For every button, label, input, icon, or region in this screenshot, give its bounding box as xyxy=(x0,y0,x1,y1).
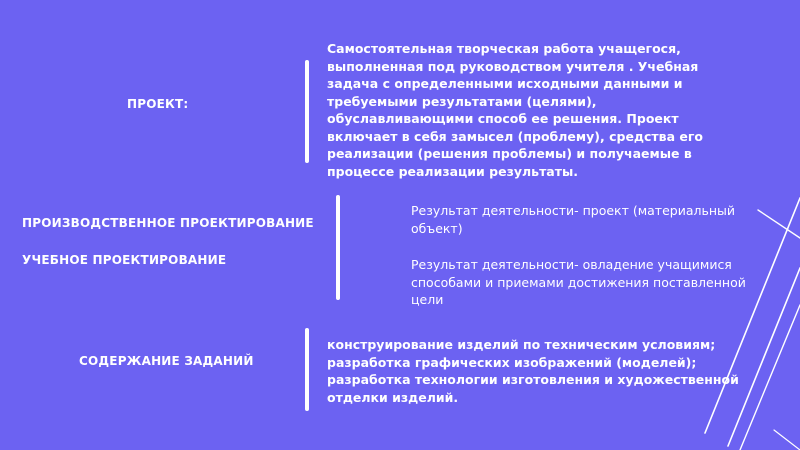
label-production-design: ПРОИЗВОДСТВЕННОЕ ПРОЕКТИРОВАНИЕ xyxy=(22,216,314,230)
text-production-result: Результат деятельности- проект (материальный объект) xyxy=(411,203,736,236)
text-task-content: конструирование изделий по техническим условиям; разработка графических изображений (моделей); разработка технологии изготовления и художественной отделки изделий. xyxy=(327,337,739,405)
text-educational-result: Результат деятельности- овладение учащимися способами и приемами достижения поставленной цели xyxy=(411,257,746,307)
divider-bar-design xyxy=(336,195,340,300)
text-project-definition: Самостоятельная творческая работа учащегося, выполненная под руководством учителя . Учебная задача с определенными исходными данными и требуемыми результатами (целями), обуславливающими способ ее решения. Проект включает в себя замысел (проблему), средства его реализации (решения проблемы) и получаемые в процессе реализации результаты. xyxy=(327,41,703,179)
divider-bar-project xyxy=(305,60,309,163)
label-project: ПРОЕКТ: xyxy=(127,97,189,111)
decorative-lines xyxy=(680,0,800,450)
divider-bar-content xyxy=(305,328,309,411)
label-task-content: СОДЕРЖАНИЕ ЗАДАНИЙ xyxy=(79,354,254,368)
label-educational-design: УЧЕБНОЕ ПРОЕКТИРОВАНИЕ xyxy=(22,253,227,267)
